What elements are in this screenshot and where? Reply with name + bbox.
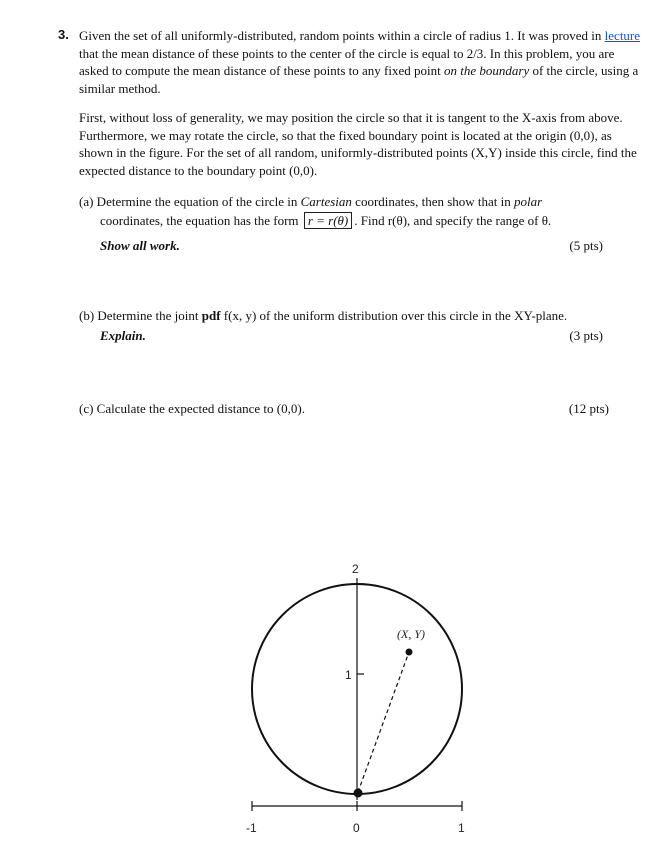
part-a-instruction: Show all work. [100,238,180,253]
x-tick-label-1: 1 [458,821,465,835]
random-point [406,649,413,656]
x-tick-label-0: 0 [353,821,360,835]
y-tick-label-2: 2 [352,562,359,576]
intro-text-2: that the mean distance of these points to the center of the circle is equal to 2/3. In this problem, you are asked to compute the mean distance of these points to any fixed point [79,45,615,78]
intro-emphasis: on the boundary [444,63,530,78]
part-b-points: (3 pts) [569,328,603,343]
problem-setup-paragraph: First, without loss of generality, we may position the circle so that it is tangent to the X-axis from above. Furthermore, we may rotate the circle, so that the fixed boundary point is located at the origin (0,0), as shown in the figure. For the set of all random, uniformly-distributed points (X,Y) inside this circle, find the expected distance to the boundary point (0,0). [79,110,637,178]
part-b-instruction: Explain. [100,328,146,343]
distance-line [358,652,409,792]
lecture-link[interactable]: lecture [604,28,641,43]
y-tick-label-1: 1 [345,668,352,682]
part-a-em-cartesian: Cartesian [300,194,352,209]
part-a-em-polar: polar [514,194,543,209]
intro-text-1: Given the set of all uniformly-distributed, random points within a circle of radius 1. It was proved in [79,28,602,43]
x-tick-label-neg1: -1 [246,821,257,835]
point-label: (X, Y) [397,627,425,641]
part-c-line: (c) Calculate the expected distance to (0,0). [79,401,305,416]
part-c-points: (12 pts) [568,401,609,416]
origin-point [354,789,363,798]
part-a-text: (a) Determine the equation of the circle in [79,194,298,209]
part-b-pdf: pdf [201,308,221,323]
part-a-text-mid: coordinates, then show that in [355,194,511,209]
boxed-formula: r = r(θ) [304,212,352,229]
part-b-text: (b) Determine the joint [79,308,199,323]
problem-number: 3. [58,27,69,42]
part-a-points: (5 pts) [569,238,603,253]
part-b-text-2: f(x, y) of the uniform distribution over this circle in the XY-plane. [223,308,568,323]
part-a-text-3: . Find r(θ), and specify the range of θ. [354,213,552,228]
intro-text-3: of the circle, using a similar method. [79,63,639,96]
part-a-text-2: coordinates, the equation has the form [100,213,299,228]
